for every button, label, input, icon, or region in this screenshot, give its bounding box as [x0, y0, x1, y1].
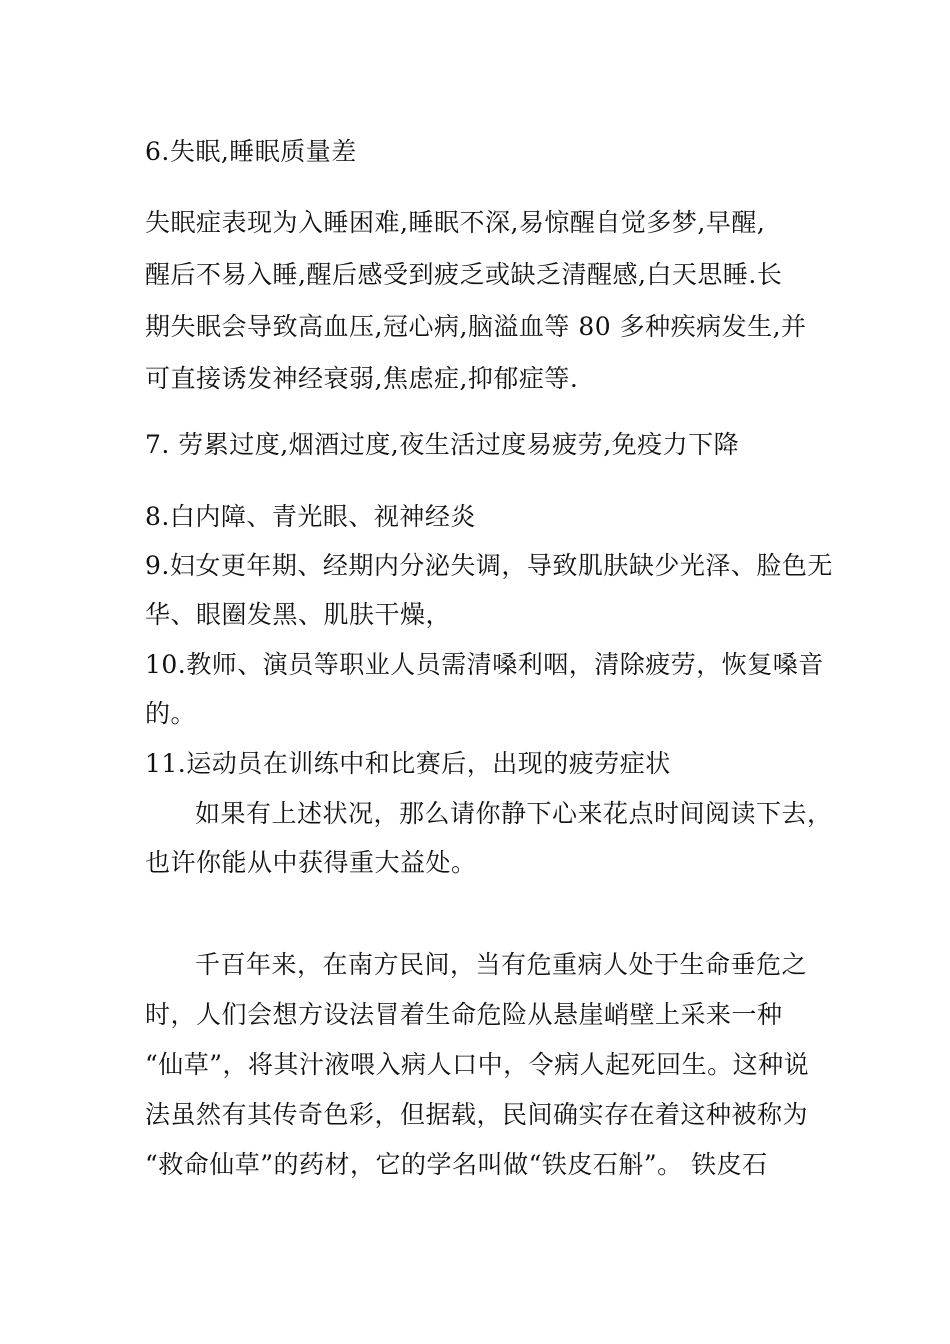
paragraph-line: 期失眠会导致高血压,冠心病,脑溢血等 80 多种疾病发生,并	[145, 312, 807, 341]
list-item-10-cont: 的。	[145, 699, 197, 728]
paragraph-line: 时，人们会想方设法冒着生命危险从悬崖峭壁上采来一种	[145, 1000, 783, 1029]
list-item-9-cont: 华、眼圈发黑、肌肤干燥，	[145, 600, 452, 629]
list-item-7: 7. 劳累过度,烟酒过度,夜生活过度易疲劳,免疫力下降	[145, 430, 740, 459]
paragraph-line: “仙草”，将其汁液喂入病人口中，令病人起死回生。这种说	[145, 1050, 810, 1079]
paragraph-line: 可直接诱发神经衰弱,焦虑症,抑郁症等.	[145, 364, 579, 393]
paragraph-line: 千百年来，在南方民间，当有危重病人处于生命垂危之	[195, 950, 808, 979]
paragraph-line: “救命仙草”的药材，它的学名叫做“铁皮石斛”。 铁皮石	[145, 1150, 768, 1179]
list-item-9: 9.妇女更年期、经期内分泌失调，导致肌肤缺少光泽、脸色无	[145, 551, 833, 580]
paragraph-line: 法虽然有其传奇色彩，但据载，民间确实存在着这种被称为	[145, 1100, 809, 1129]
heading-item-6: 6.失眠,睡眠质量差	[145, 137, 357, 166]
list-item-8: 8.白内障、青光眼、视神经炎	[145, 502, 476, 531]
list-item-10: 10.教师、演员等职业人员需清嗓利咽，清除疲劳，恢复嗓音	[145, 650, 824, 679]
paragraph-line: 醒后不易入睡,醒后感受到疲乏或缺乏清醒感,白天思睡.长	[145, 260, 783, 289]
paragraph-line: 失眠症表现为入睡困难,睡眠不深,易惊醒自觉多梦,早醒,	[145, 208, 766, 237]
paragraph-line: 如果有上述状况，那么请你静下心来花点时间阅读下去，	[195, 799, 833, 828]
paragraph-line: 也许你能从中获得重大益处。	[145, 848, 477, 877]
list-item-11: 11.运动员在训练中和比赛后，出现的疲劳症状	[145, 749, 671, 778]
